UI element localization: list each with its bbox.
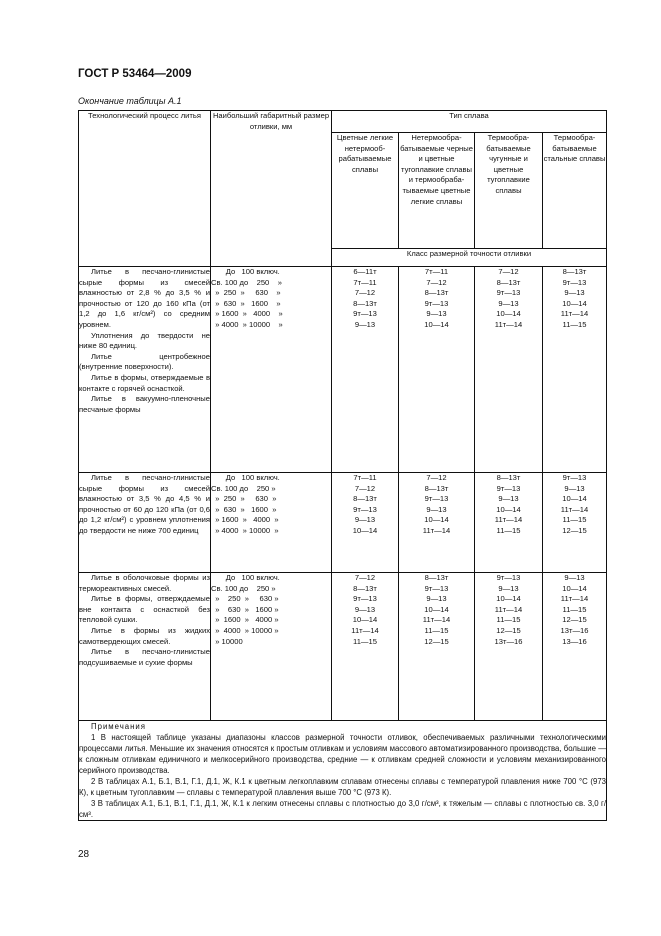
header-alloy-4: Термообра-батываемые стальные сплавы xyxy=(543,133,607,249)
process-cell xyxy=(79,267,211,473)
size-range: Св. 100 до 250 » xyxy=(211,277,282,287)
class-value: 9т—13 xyxy=(496,483,521,493)
class-value: 9—13 xyxy=(498,298,519,308)
class-value: 13—16 xyxy=(562,636,587,646)
class-value: 8—13т xyxy=(353,298,377,308)
class-value: 9т—13 xyxy=(353,594,377,604)
process-paragraph: Литье в песчано-глинистые подсушиваемые и сухие формы xyxy=(79,647,210,667)
class-value: 9т—13 xyxy=(496,573,521,582)
class-value: 10—14 xyxy=(496,594,521,604)
size-range: » 1600 » 4000 » xyxy=(211,515,279,525)
notes-cell xyxy=(79,721,607,821)
class-value: 10—14 xyxy=(562,583,587,593)
class-cell xyxy=(543,267,607,473)
class-value: 9т—13 xyxy=(496,288,521,298)
size-cell xyxy=(211,267,332,473)
header-process: Технологический процесс литья xyxy=(79,111,211,267)
class-value: 11т—14 xyxy=(494,604,523,614)
class-value: 9т—13 xyxy=(353,504,377,514)
class-cell xyxy=(399,267,475,473)
class-value: 9—13 xyxy=(426,309,447,319)
class-value: 7—12 xyxy=(354,288,376,298)
class-value: 8—13т xyxy=(353,494,377,504)
process-paragraph: Литье в формы, отверждаемые в контакте с горячей оснасткой. xyxy=(79,372,210,393)
class-value: 11т—14 xyxy=(351,625,379,635)
class-value: 10—14 xyxy=(424,604,449,614)
notes-row xyxy=(79,721,607,821)
class-value: 9—13 xyxy=(354,319,376,329)
process-paragraph: Литье в формы, отверждаемые вне контакта с оснасткой без тепловой сушки. xyxy=(79,594,210,625)
class-value: 10—14 xyxy=(352,525,378,535)
class-cell xyxy=(399,473,475,573)
class-value: 7—12 xyxy=(354,573,376,582)
process-paragraph: Литье в вакуумно-пленочные песчаные формы xyxy=(79,394,210,414)
class-value: 11т—14 xyxy=(560,594,589,604)
process-cell xyxy=(79,473,211,573)
class-value: 11т—14 xyxy=(494,319,523,329)
size-range: » 1600 » 4000 » xyxy=(211,615,279,625)
class-value: 8—13т xyxy=(562,267,587,276)
class-value: 11—15 xyxy=(496,615,521,625)
class-value: 8—13т xyxy=(353,583,377,593)
header-size: Наибольший габаритный размер отливки, мм xyxy=(211,111,332,267)
class-value: 13т—16 xyxy=(494,636,523,646)
class-value: 7т—11 xyxy=(353,277,377,287)
class-cell xyxy=(399,573,475,721)
class-value: 10—14 xyxy=(562,494,587,504)
class-value: 11т—14 xyxy=(422,615,451,625)
class-value: 9—13 xyxy=(564,573,585,582)
size-range: » 4000 » 10000 » xyxy=(211,319,283,329)
header-alloy-2: Нетермообра-батываемые черные и цветные тугоплавкие сплавы и термообраба-тываемые цветные легкие сплавы xyxy=(399,133,475,249)
class-value: 11т—14 xyxy=(422,525,451,535)
class-value: 8—13т xyxy=(496,277,521,287)
class-value: 12—15 xyxy=(496,625,521,635)
process-paragraph: Литье в песчано-глинистые сырые формы из смесей влажностью от 3,5 % до 4,5 % и прочностью от 60 до 120 кПа (от 0,6 до 1,2 кг/см²) с уровнем уплотнения до твердости не ниже 700 единиц xyxy=(79,473,210,535)
class-value: 9т—13 xyxy=(562,473,587,482)
process-paragraph: Уплотнения до твердости не ниже 80 единиц. xyxy=(79,330,210,351)
page-number: 28 xyxy=(78,849,90,860)
table-row xyxy=(79,573,607,721)
class-value: 11—15 xyxy=(562,604,587,614)
class-value: 9т—13 xyxy=(353,309,377,319)
header-alloy-1: Цветные легкие нетермооб-рабатываемые сплавы xyxy=(332,133,399,249)
class-cell xyxy=(543,473,607,573)
class-value: 12—15 xyxy=(424,636,449,646)
class-value: 11т—14 xyxy=(560,309,589,319)
process-cell xyxy=(79,573,211,721)
class-value: 11т—14 xyxy=(494,515,523,525)
size-range: » 4000 » 10000 » xyxy=(211,625,279,635)
process-paragraph: Литье в песчано-глинистые сырые формы из смесей влажностью от 2,8 % до 3,5 % и прочностью от 120 до 160 кПа (от 1,2 до 1,6 кг/см²) со средним уровнем. xyxy=(79,267,210,329)
class-value: 12—15 xyxy=(562,525,587,535)
size-range: До 100 включ. xyxy=(211,267,280,276)
class-value: 9—13 xyxy=(426,594,447,604)
class-value: 9—13 xyxy=(498,494,519,504)
class-cell xyxy=(332,573,399,721)
class-value: 7т—11 xyxy=(424,267,449,276)
class-value: 11—15 xyxy=(424,625,449,635)
class-value: 11—15 xyxy=(562,319,587,329)
process-paragraph: Литье в оболочковые формы из термореактивных смесей. xyxy=(79,573,210,593)
class-cell xyxy=(475,267,543,473)
class-value: 9т—13 xyxy=(424,298,449,308)
class-value: 7—12 xyxy=(498,267,519,276)
size-range: » 10000 xyxy=(211,636,243,646)
notes-heading: Примечания xyxy=(91,722,147,731)
class-value: 9—13 xyxy=(498,583,519,593)
class-value: 10—14 xyxy=(562,298,587,308)
class-value: 10—14 xyxy=(424,319,449,329)
class-value: 10—14 xyxy=(496,309,521,319)
class-value: 10—14 xyxy=(352,615,378,625)
size-range: » 630 » 1600 » xyxy=(211,604,279,614)
size-cell xyxy=(211,473,332,573)
class-value: 11—15 xyxy=(496,525,521,535)
class-cell xyxy=(543,573,607,721)
size-range: » 250 » 630 » xyxy=(211,494,277,504)
class-value: 7—12 xyxy=(426,473,447,482)
class-value: 9т—13 xyxy=(562,277,587,287)
accuracy-table xyxy=(78,110,607,821)
class-value: 9т—13 xyxy=(424,494,449,504)
class-value: 11—15 xyxy=(353,636,377,646)
class-cell xyxy=(332,267,399,473)
class-value: 13т—16 xyxy=(560,625,589,635)
class-value: 7—12 xyxy=(426,277,447,287)
note-item: 2 В таблицах А.1, Б.1, В.1, Г.1, Д.1, Ж, К.1 к цветным легкоплавким сплавам отнесены сплавы с температурой плавления ниже 700 °С (973 К), к цветным тугоплавким — сплавы с температурой плавления выше 700 °С (973 К). xyxy=(79,777,607,797)
class-value: 7—12 xyxy=(354,483,376,493)
table-row xyxy=(79,473,607,573)
class-value: 11т—14 xyxy=(560,504,589,514)
class-value: 10—14 xyxy=(496,504,521,514)
class-value: 9—13 xyxy=(354,604,376,614)
class-value: 8—13т xyxy=(424,288,449,298)
class-value: 9т—13 xyxy=(424,583,449,593)
size-range: Св. 100 до 250 » xyxy=(211,583,276,593)
class-value: 10—14 xyxy=(424,515,449,525)
size-range: » 630 » 1600 » xyxy=(211,504,277,514)
size-range: » 4000 » 10000 » xyxy=(211,525,279,535)
class-value: 12—15 xyxy=(562,615,587,625)
class-cell xyxy=(332,473,399,573)
note-item: 3 В таблицах А.1, Б.1, В.1, Г.1, Д.1, Ж, К.1 к легким отнесены сплавы с плотностью до 3,0 г/см³, к тяжелым — сплавы с плотностью св. 3,0 г/см³. xyxy=(79,799,607,819)
document-title: ГОСТ Р 53464—2009 xyxy=(78,68,192,80)
header-alloy-type: Тип сплава xyxy=(332,111,607,133)
table-caption: Окончание таблицы А.1 xyxy=(78,96,182,106)
class-value: 9—13 xyxy=(564,483,585,493)
size-range: » 630 » 1600 » xyxy=(211,298,281,308)
process-paragraph: Литье в формы из жидких самотвердеющих смесей. xyxy=(79,625,210,646)
size-range: Св. 100 до 250 » xyxy=(211,483,276,493)
size-range: » 1600 » 4000 » xyxy=(211,309,283,319)
class-cell xyxy=(475,573,543,721)
class-cell xyxy=(475,473,543,573)
note-item: 1 В настоящей таблице указаны диапазоны классов размерной точности отливок, обеспечиваемых различными технологическими процессами литья. Меньшие их значения относятся к простым отливкам и условиям массового автоматизированного производства, большие — к сложным отливкам единичного и мелкосерийного производства, средние — к отливкам средней сложности и условиям механизированного серийного производства. xyxy=(79,733,607,775)
header-accuracy-class: Класс размерной точности отливки xyxy=(332,249,607,267)
class-value: 8—13т xyxy=(424,483,449,493)
size-range: До 100 включ. xyxy=(211,573,280,582)
class-value: 9—13 xyxy=(564,288,585,298)
size-range: » 250 » 630 » xyxy=(211,288,281,298)
class-value: 6—11т xyxy=(353,267,377,276)
size-range: До 100 включ. xyxy=(211,473,280,482)
size-cell xyxy=(211,573,332,721)
process-paragraph: Литье центробежное (внутренние поверхности). xyxy=(79,351,210,372)
class-value: 7т—11 xyxy=(353,473,377,482)
class-value: 8—13т xyxy=(496,473,521,482)
table-row xyxy=(79,267,607,473)
class-value: 9—13 xyxy=(426,504,447,514)
class-value: 11—15 xyxy=(562,515,587,525)
class-value: 8—13т xyxy=(424,573,449,582)
size-range: » 250 » 630 » xyxy=(211,594,279,604)
class-value: 9—13 xyxy=(354,515,376,525)
header-alloy-3: Термообра-батываемые чугунные и цветные тугоплавкие сплавы xyxy=(475,133,543,249)
